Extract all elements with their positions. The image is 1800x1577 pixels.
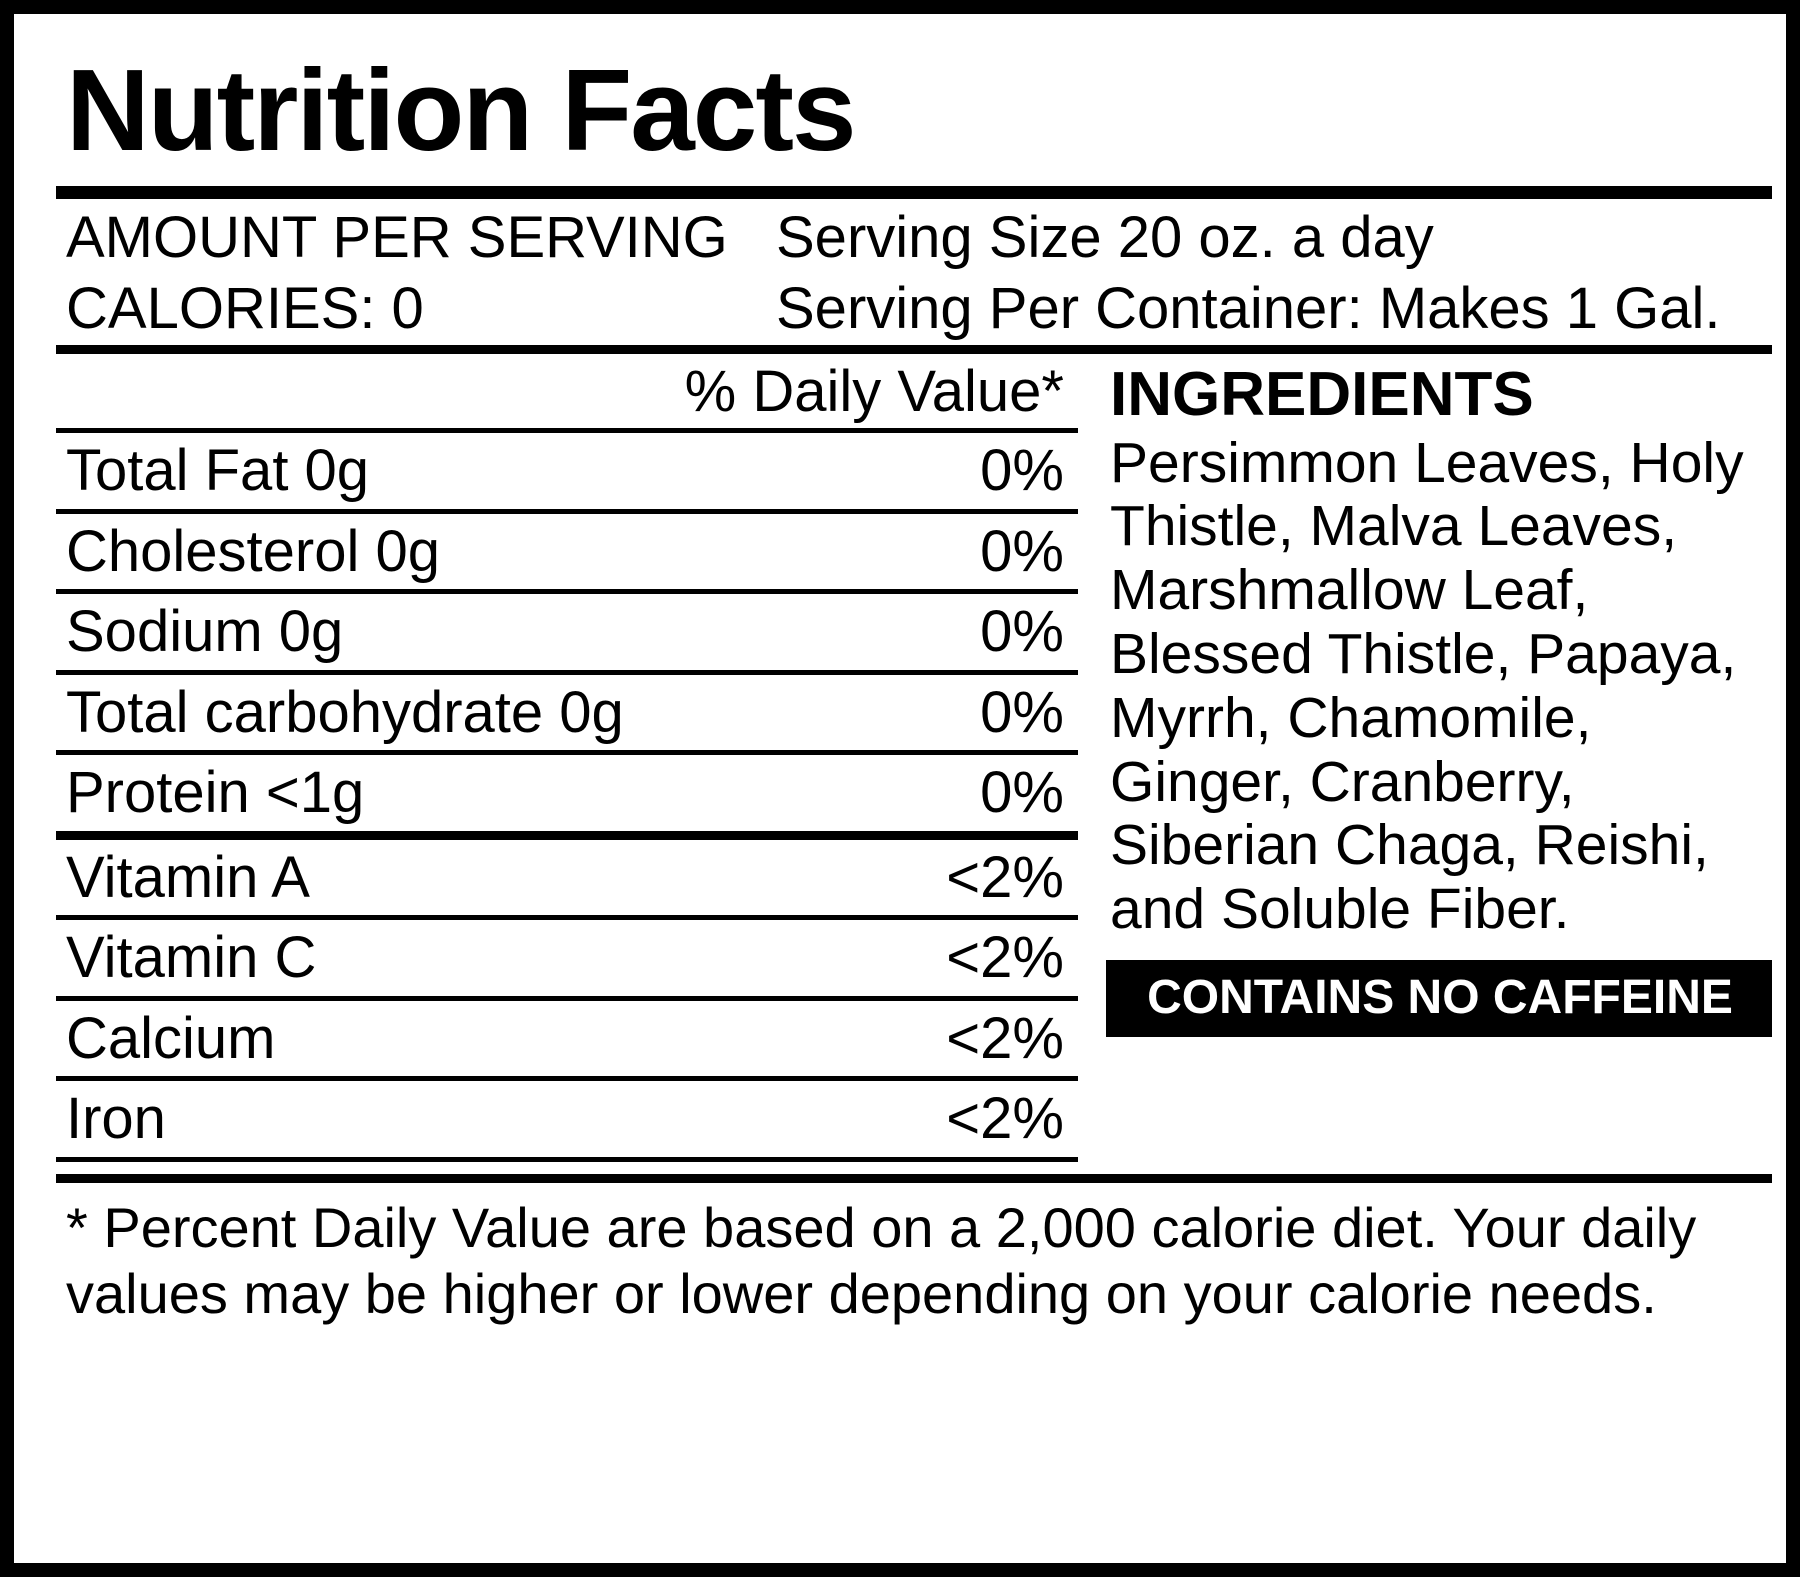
table-row <box>56 433 1078 508</box>
table-row <box>56 920 1078 995</box>
servings-per-container-value: Serving Per Container: Makes 1 Gal. <box>776 275 1721 341</box>
row-divider-bold <box>56 831 1078 840</box>
nutrient-value: 0% <box>980 599 1064 665</box>
nutrient-value: 0% <box>980 518 1064 584</box>
daily-value-header: % Daily Value* <box>684 358 1064 424</box>
divider-serving <box>56 345 1772 354</box>
nutrient-name: Iron <box>66 1086 166 1152</box>
nutrient-value: <2% <box>946 1005 1064 1071</box>
footnote-text: * Percent Daily Value are based on a 2,000 calorie diet. Your daily values may be higher or lower depending on your calorie needs. <box>66 1195 1697 1325</box>
table-row <box>56 675 1078 750</box>
ingredients-text: Persimmon Leaves, Holy Thistle, Malva Leaves, Marshmallow Leaf, Blessed Thistle, Papaya, Myrrh, Chamomile, Ginger, Cranberry, Siberian Chaga, Reishi, and Soluble Fiber. <box>1110 430 1744 942</box>
nutrient-name: Vitamin C <box>66 925 317 991</box>
serving-row-calories <box>56 274 1772 345</box>
nutrient-value: <2% <box>946 925 1064 991</box>
amount-per-serving-label: AMOUNT PER SERVING <box>66 205 728 270</box>
table-row <box>56 840 1078 915</box>
nutrients-column <box>56 358 1096 1162</box>
nutrient-name: Total Fat 0g <box>66 438 370 504</box>
serving-row-amount <box>56 203 1772 274</box>
ingredients-heading: INGREDIENTS <box>1110 359 1534 429</box>
table-row <box>56 514 1078 589</box>
page-title: Nutrition Facts <box>66 45 855 175</box>
nutrient-value: 0% <box>980 679 1064 745</box>
nutrient-value: <2% <box>946 1086 1064 1152</box>
divider-title <box>56 186 1772 199</box>
table-row <box>56 1001 1078 1076</box>
calories-label: CALORIES: 0 <box>66 275 424 341</box>
main-columns <box>56 358 1772 1162</box>
nutrient-name: Sodium 0g <box>66 599 344 665</box>
status-badge: CONTAINS NO CAFFEINE <box>1106 960 1772 1037</box>
table-row <box>56 755 1078 830</box>
divider-footnote <box>56 1174 1772 1183</box>
nutrient-name: Calcium <box>66 1005 276 1071</box>
nutrient-name: Cholesterol 0g <box>66 518 440 584</box>
nutrient-value: 0% <box>980 760 1064 826</box>
nutrient-value: <2% <box>946 844 1064 910</box>
nutrient-value: 0% <box>980 438 1064 504</box>
table-row <box>56 1081 1078 1156</box>
nutrient-name: Protein <1g <box>66 760 365 826</box>
serving-block <box>56 203 1772 345</box>
row-divider <box>56 1157 1078 1162</box>
table-row <box>56 594 1078 669</box>
nutrient-name: Total carbohydrate 0g <box>66 679 624 745</box>
nutrient-name: Vitamin A <box>66 844 310 910</box>
serving-size-value: Serving Size 20 oz. a day <box>776 205 1434 270</box>
ingredients-column <box>1096 358 1772 1162</box>
label-inner <box>28 28 1800 1577</box>
